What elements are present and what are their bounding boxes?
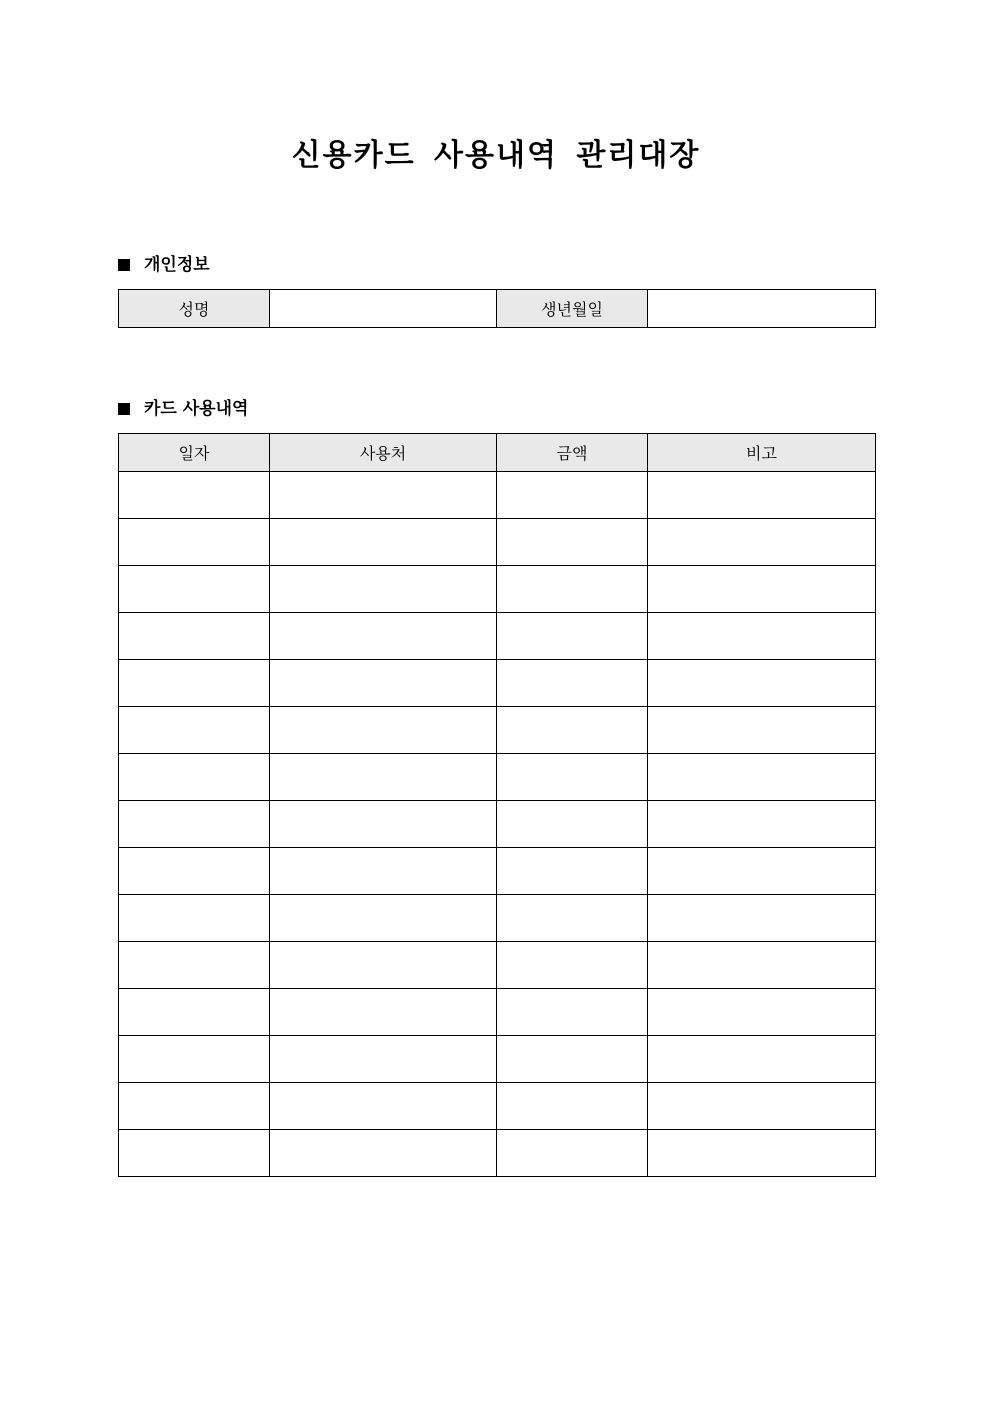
birth-date-field[interactable]: [648, 290, 876, 328]
note-cell[interactable]: [648, 660, 876, 707]
amount-cell[interactable]: [497, 707, 648, 754]
merchant-cell[interactable]: [270, 1036, 497, 1083]
date-cell[interactable]: [119, 566, 270, 613]
merchant-cell[interactable]: [270, 895, 497, 942]
table-row: [119, 566, 876, 613]
square-bullet-icon: [118, 403, 130, 415]
merchant-cell[interactable]: [270, 801, 497, 848]
date-cell[interactable]: [119, 895, 270, 942]
personal-info-heading-text: 개인정보: [144, 255, 210, 275]
amount-cell[interactable]: [497, 1083, 648, 1130]
personal-info-row: [119, 290, 876, 328]
amount-cell[interactable]: [497, 942, 648, 989]
note-cell[interactable]: [648, 707, 876, 754]
note-cell[interactable]: [648, 1083, 876, 1130]
merchant-cell[interactable]: [270, 754, 497, 801]
note-cell[interactable]: [648, 754, 876, 801]
merchant-cell[interactable]: [270, 1083, 497, 1130]
personal-info-table: [118, 289, 876, 328]
note-cell[interactable]: [648, 472, 876, 519]
column-header-note: 비고: [648, 434, 876, 472]
amount-cell[interactable]: [497, 801, 648, 848]
card-usage-table-body: [119, 472, 876, 1177]
table-row: [119, 519, 876, 566]
note-cell[interactable]: [648, 1036, 876, 1083]
merchant-cell[interactable]: [270, 707, 497, 754]
amount-cell[interactable]: [497, 1036, 648, 1083]
note-cell[interactable]: [648, 942, 876, 989]
amount-cell[interactable]: [497, 895, 648, 942]
square-bullet-icon: [118, 259, 130, 271]
amount-cell[interactable]: [497, 613, 648, 660]
merchant-cell[interactable]: [270, 472, 497, 519]
date-cell[interactable]: [119, 472, 270, 519]
card-usage-table: [118, 433, 876, 1177]
table-row: [119, 707, 876, 754]
amount-cell[interactable]: [497, 519, 648, 566]
note-cell[interactable]: [648, 989, 876, 1036]
table-row: [119, 613, 876, 660]
date-cell[interactable]: [119, 660, 270, 707]
table-row: [119, 1083, 876, 1130]
date-cell[interactable]: [119, 1083, 270, 1130]
date-cell[interactable]: [119, 801, 270, 848]
date-cell[interactable]: [119, 1036, 270, 1083]
table-row: [119, 989, 876, 1036]
card-usage-heading: [118, 397, 248, 421]
table-row: [119, 942, 876, 989]
name-label: 성명: [119, 290, 270, 328]
column-header-amount: 금액: [497, 434, 648, 472]
amount-cell[interactable]: [497, 848, 648, 895]
note-cell[interactable]: [648, 519, 876, 566]
note-cell[interactable]: [648, 801, 876, 848]
date-cell[interactable]: [119, 848, 270, 895]
date-cell[interactable]: [119, 613, 270, 660]
note-cell[interactable]: [648, 613, 876, 660]
column-header-date: 일자: [119, 434, 270, 472]
merchant-cell[interactable]: [270, 989, 497, 1036]
table-row: [119, 660, 876, 707]
note-cell[interactable]: [648, 848, 876, 895]
column-header-merchant: 사용처: [270, 434, 497, 472]
table-row: [119, 472, 876, 519]
table-row: [119, 801, 876, 848]
note-cell[interactable]: [648, 566, 876, 613]
amount-cell[interactable]: [497, 1130, 648, 1177]
note-cell[interactable]: [648, 895, 876, 942]
date-cell[interactable]: [119, 1130, 270, 1177]
merchant-cell[interactable]: [270, 1130, 497, 1177]
date-cell[interactable]: [119, 989, 270, 1036]
date-cell[interactable]: [119, 519, 270, 566]
amount-cell[interactable]: [497, 989, 648, 1036]
merchant-cell[interactable]: [270, 942, 497, 989]
name-field[interactable]: [270, 290, 497, 328]
table-row: [119, 754, 876, 801]
table-row: [119, 1130, 876, 1177]
table-row: [119, 1036, 876, 1083]
card-usage-heading-text: 카드 사용내역: [144, 399, 249, 419]
amount-cell[interactable]: [497, 660, 648, 707]
table-row: [119, 848, 876, 895]
date-cell[interactable]: [119, 942, 270, 989]
merchant-cell[interactable]: [270, 848, 497, 895]
date-cell[interactable]: [119, 754, 270, 801]
table-row: [119, 895, 876, 942]
merchant-cell[interactable]: [270, 566, 497, 613]
personal-info-heading: [118, 253, 210, 277]
merchant-cell[interactable]: [270, 660, 497, 707]
birth-date-label: 생년월일: [497, 290, 648, 328]
page-title: 신용카드 사용내역 관리대장: [291, 138, 701, 173]
note-cell[interactable]: [648, 1130, 876, 1177]
merchant-cell[interactable]: [270, 613, 497, 660]
date-cell[interactable]: [119, 707, 270, 754]
amount-cell[interactable]: [497, 754, 648, 801]
merchant-cell[interactable]: [270, 519, 497, 566]
amount-cell[interactable]: [497, 472, 648, 519]
table-header-row: [119, 434, 876, 472]
amount-cell[interactable]: [497, 566, 648, 613]
